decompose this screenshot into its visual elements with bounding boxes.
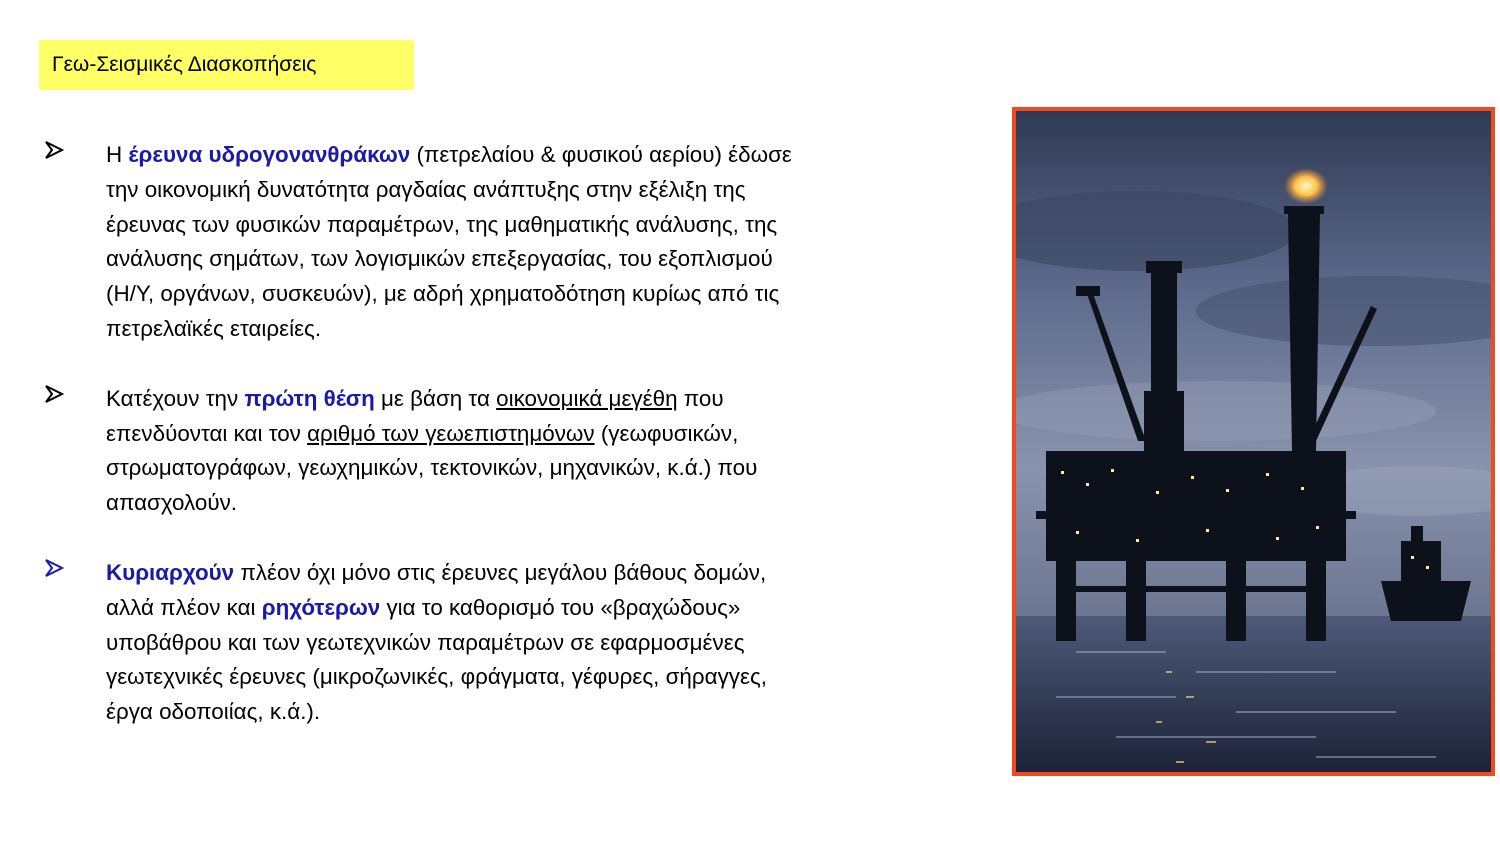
arrow-bullet-icon — [44, 384, 64, 404]
bullet-text-line — [106, 138, 944, 173]
slide-title: Γεω-Σεισμικές Διασκοπήσεις — [52, 53, 317, 76]
bullet-text-line — [106, 382, 944, 417]
bullet-text-line — [106, 556, 944, 591]
bullet-text-line — [106, 242, 944, 277]
text-segment: στρωματογράφων, γεωχημικών, τεκτονικών, μηχανικών, κ.ά.) που — [106, 455, 758, 481]
bullet-text-line — [106, 626, 944, 661]
bullet-text-line — [106, 173, 944, 208]
text-segment: Κατέχουν την — [106, 385, 245, 411]
text-segment: για το καθορισμό του «βραχώδους» — [380, 594, 741, 620]
text-segment: επενδύονται και τον — [106, 420, 308, 446]
bullet-text-line — [106, 208, 944, 243]
bullet-text-line — [106, 451, 944, 486]
oil-platform-illustration — [1016, 111, 1491, 772]
oil-platform-photo — [1012, 107, 1495, 776]
text-segment: ανάλυσης σημάτων, των λογισμικών επεξεργασίας, του εξοπλισμού — [106, 246, 773, 272]
text-segment: γεωτεχνικές έρευνες (μικροζωνικές, φράγματα, γέφυρες, σήραγγες, — [106, 664, 767, 690]
bullet-text-line — [106, 312, 944, 347]
text-segment: (Η/Υ, οργάνων, συσκευών), με αδρή χρηματοδότηση κυρίως από τις — [106, 281, 780, 307]
arrow-bullet-icon — [44, 140, 64, 160]
bullet-item — [44, 556, 944, 730]
text-segment: που — [677, 385, 724, 411]
bullet-text-line — [106, 695, 944, 730]
bullet-item — [44, 382, 944, 521]
text-segment: πετρελαϊκές εταιρείες. — [106, 315, 322, 341]
text-segment: πλέον όχι μόνο στις έρευνες μεγάλου βάθους δομών, — [234, 559, 767, 585]
text-segment: απασχολούν. — [106, 490, 237, 516]
text-segment: με βάση τα — [374, 385, 497, 411]
bullet-item — [44, 138, 944, 347]
text-segment: (γεωφυσικών, — [594, 420, 739, 446]
highlighted-term: έρευνα υδρογονανθράκων — [128, 142, 411, 167]
underlined-term: οικονομικά μεγέθη — [496, 385, 678, 411]
text-segment: (πετρελαίου & φυσικού αερίου) έδωσε — [410, 142, 792, 167]
arrow-bullet-icon — [44, 558, 64, 578]
highlighted-term: Κυριαρχούν — [106, 559, 235, 585]
highlighted-term: ρηχότερων — [261, 594, 381, 620]
text-segment: την οικονομική δυνατότητα ραγδαίας ανάπτυξης στην εξέλιξη της — [106, 176, 746, 202]
bullet-text-line — [106, 660, 944, 695]
text-segment: Η — [106, 142, 129, 167]
bullet-text-line — [106, 486, 944, 521]
text-segment: έργα οδοποιίας, κ.ά.). — [106, 699, 321, 725]
bullet-list — [44, 138, 944, 765]
text-segment: υποβάθρου και των γεωτεχνικών παραμέτρων σε εφαρμοσμένες — [106, 629, 745, 655]
highlighted-term: πρώτη θέση — [244, 385, 375, 411]
slide-title-box — [39, 40, 414, 90]
text-segment: έρευνας των φυσικών παραμέτρων, της μαθηματικής ανάλυσης, της — [106, 211, 778, 237]
bullet-text-line — [106, 417, 944, 452]
text-segment: αλλά πλέον και — [106, 594, 262, 620]
underlined-term: αριθμό των γεωεπιστημόνων — [307, 420, 595, 446]
bullet-text-line — [106, 591, 944, 626]
bullet-text-line — [106, 277, 944, 312]
